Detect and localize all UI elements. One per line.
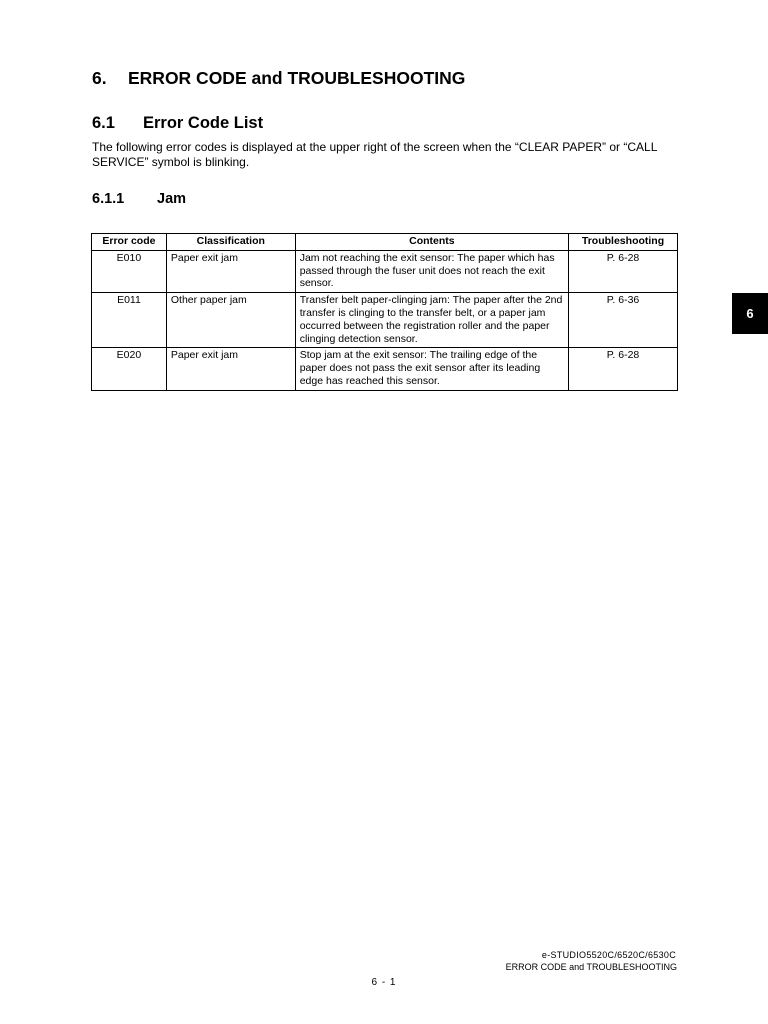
header-error-code: Error code	[92, 234, 167, 251]
chapter-title	[92, 68, 465, 89]
subsection-title-text: Jam	[157, 191, 187, 207]
table-header-row	[92, 234, 678, 251]
chapter-tab: 6	[732, 293, 768, 334]
header-classification: Classification	[166, 234, 295, 251]
section-title	[92, 114, 263, 133]
table-row	[92, 250, 678, 292]
contents-cell: Stop jam at the exit sensor: The trailing edge of the paper does not pass the exit sensor after its leading edge has reached this sensor.	[295, 348, 568, 390]
chapter-number: 6.	[92, 68, 107, 88]
header-troubleshooting: Troubleshooting	[569, 234, 678, 251]
page-number: 6 - 1	[371, 977, 397, 988]
intro-paragraph: The following error codes is displayed at the upper right of the screen when the “CLEAR PAPER” or “CALL SERVICE” symbol is blinking.	[92, 140, 657, 169]
troubleshooting-cell: P. 6-28	[569, 348, 678, 390]
table-row	[92, 348, 678, 390]
section-title-text: Error Code List	[143, 114, 264, 132]
troubleshooting-cell: P. 6-36	[569, 293, 678, 348]
classification-cell: Other paper jam	[166, 293, 295, 348]
header-contents: Contents	[295, 234, 568, 251]
error-code-cell: E010	[92, 250, 167, 292]
footer-chapter: ERROR CODE and TROUBLESHOOTING	[505, 962, 677, 972]
contents-cell: Transfer belt paper-clinging jam: The paper after the 2nd transfer is clinging to the transfer belt, or a paper jam occurred between the registration roller and the paper clinging detection sensor.	[295, 293, 568, 348]
table-row	[92, 293, 678, 348]
classification-cell: Paper exit jam	[166, 250, 295, 292]
subsection-title	[92, 191, 186, 207]
error-code-table	[91, 233, 678, 391]
footer-model: e-STUDIO5520C/6520C/6530C	[541, 950, 676, 960]
subsection-number: 6.1.1	[92, 191, 125, 207]
section-number: 6.1	[92, 114, 115, 132]
error-code-cell: E011	[92, 293, 167, 348]
chapter-title-text: ERROR CODE and TROUBLESHOOTING	[128, 68, 466, 88]
error-code-cell: E020	[92, 348, 167, 390]
classification-cell: Paper exit jam	[166, 348, 295, 390]
contents-cell: Jam not reaching the exit sensor: The paper which has passed through the fuser unit does not reach the exit sensor.	[295, 250, 568, 292]
troubleshooting-cell: P. 6-28	[569, 250, 678, 292]
